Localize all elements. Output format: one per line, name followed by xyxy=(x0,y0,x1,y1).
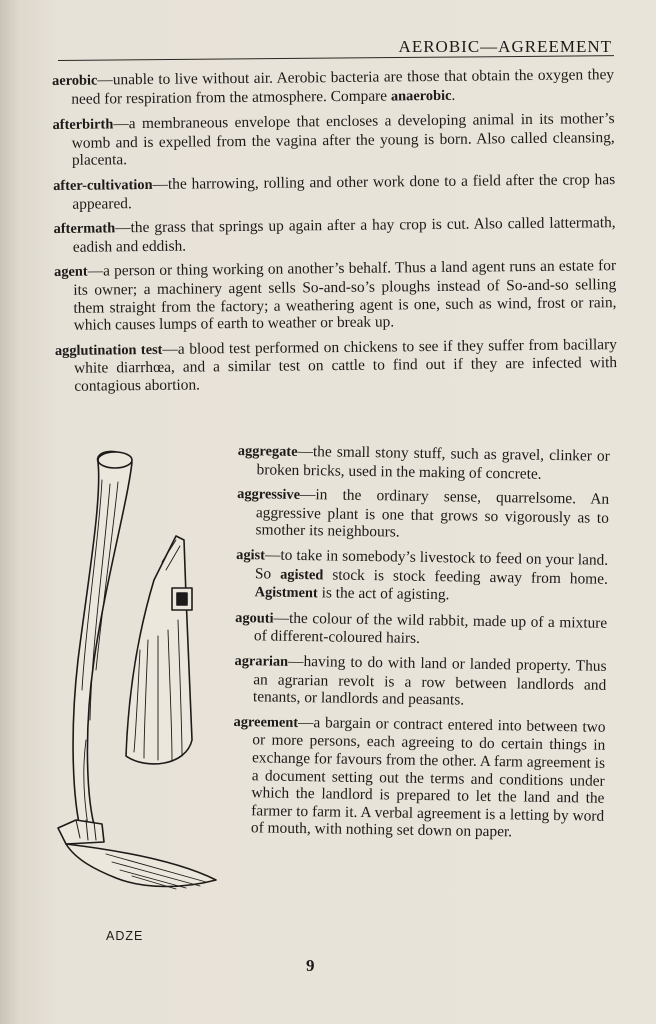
definition: —a bargain or contract entered into between two or more persons, each agreeing to do certain things in exchange for favours from the other. A farm agreement is a document setting out the terms and conditions under which the landlord is prepared to let the land and the farmer to farm it. A verbal agreement is a letting by word of mouth, with nothing set down on paper. xyxy=(250,713,606,841)
headword: aftermath xyxy=(53,220,116,238)
headword: after-cultivation xyxy=(53,176,153,194)
cross-reference: anaerobic xyxy=(390,87,452,105)
entry-aftermath xyxy=(54,214,616,256)
page-number: 9 xyxy=(306,956,315,975)
entry-after-cultivation xyxy=(53,171,615,213)
definition: —having to do with land or landed property. Thus an agrarian revolt is a row between landlords and tenants, or landlords and peasants. xyxy=(252,652,607,709)
headword: agent xyxy=(54,263,88,281)
headword: aerobic xyxy=(52,72,98,89)
definition: —to take in somebody’s livestock to feed on your land. So xyxy=(254,546,609,583)
definition: —a membraneous envelope that encloses a developing animal in its mother’s womb and is expelled from the vagina after the young is born. Also called cleansing, placenta. xyxy=(71,110,615,170)
definition: —the grass that springs up again after a hay crop is cut. Also called lattermath, eadish and eddish. xyxy=(72,214,616,256)
cross-reference: agisted xyxy=(280,566,324,583)
definition: —a person or thing working on another’s behalf. Thus a land agent runs an estate for its owner; a machinery agent sells So-and-so’s ploughs instead of So-and-so selling them straight from the factory; a weathering agent is one, such as wind, frost or rain, which causes lumps of earth to weather or break up. xyxy=(73,257,617,334)
running-head: AEROBIC—AGREEMENT xyxy=(398,37,612,56)
headword: agouti xyxy=(235,609,274,627)
cross-reference-2: Agistment xyxy=(254,584,318,602)
entry-aerobic xyxy=(52,66,614,109)
entry-agent xyxy=(54,257,617,334)
headword: afterbirth xyxy=(52,116,114,134)
headword: aggregate xyxy=(237,442,298,460)
definition: —the harrowing, rolling and other work done to a field after the crop has appeared. xyxy=(72,171,616,213)
entry-agouti xyxy=(235,609,608,651)
adze-illustration xyxy=(36,440,236,930)
headword: agist xyxy=(236,546,266,564)
headword: aggressive xyxy=(237,486,301,504)
illustration-caption: ADZE xyxy=(106,929,144,943)
entry-agist xyxy=(235,546,608,608)
definition: —unable to live without air. Aerobic bacteria are those that obtain the oxygen they need for respiration from the atmosphere. Compare xyxy=(71,66,615,108)
definition-middle: stock is stock feeding away from home. xyxy=(323,565,609,588)
entry-aggregate xyxy=(237,442,610,484)
column-entries xyxy=(232,442,610,850)
entry-agreement xyxy=(232,713,606,843)
entry-agglutination-test xyxy=(55,336,618,396)
definition: —the colour of the wild rabbit, made up of a mixture of different-coloured hairs. xyxy=(253,609,608,648)
entry-aggressive xyxy=(236,485,609,545)
definition: —a blood test performed on chickens to see if they suffer from bacillary white diarrhœa, and a similar test on cattle to find out if they are infected with contagious abortion. xyxy=(74,335,618,395)
full-width-entries xyxy=(52,66,617,402)
entry-agrarian xyxy=(234,652,607,712)
definition-end: is the act of agisting. xyxy=(317,584,450,604)
entry-afterbirth xyxy=(52,110,615,170)
headword: agreement xyxy=(233,713,299,731)
definition-end: . xyxy=(451,86,456,104)
header-rule xyxy=(58,55,614,61)
headword: agglutination test xyxy=(54,341,163,359)
definition: —the small stony stuff, such as gravel, clinker or broken bricks, used in the making of concrete. xyxy=(256,442,610,483)
definition: —in the ordinary sense, quarrelsome. An aggressive plant is one that grows so vigorously as to smother its neighbours. xyxy=(255,486,610,541)
headword: agrarian xyxy=(234,652,289,670)
